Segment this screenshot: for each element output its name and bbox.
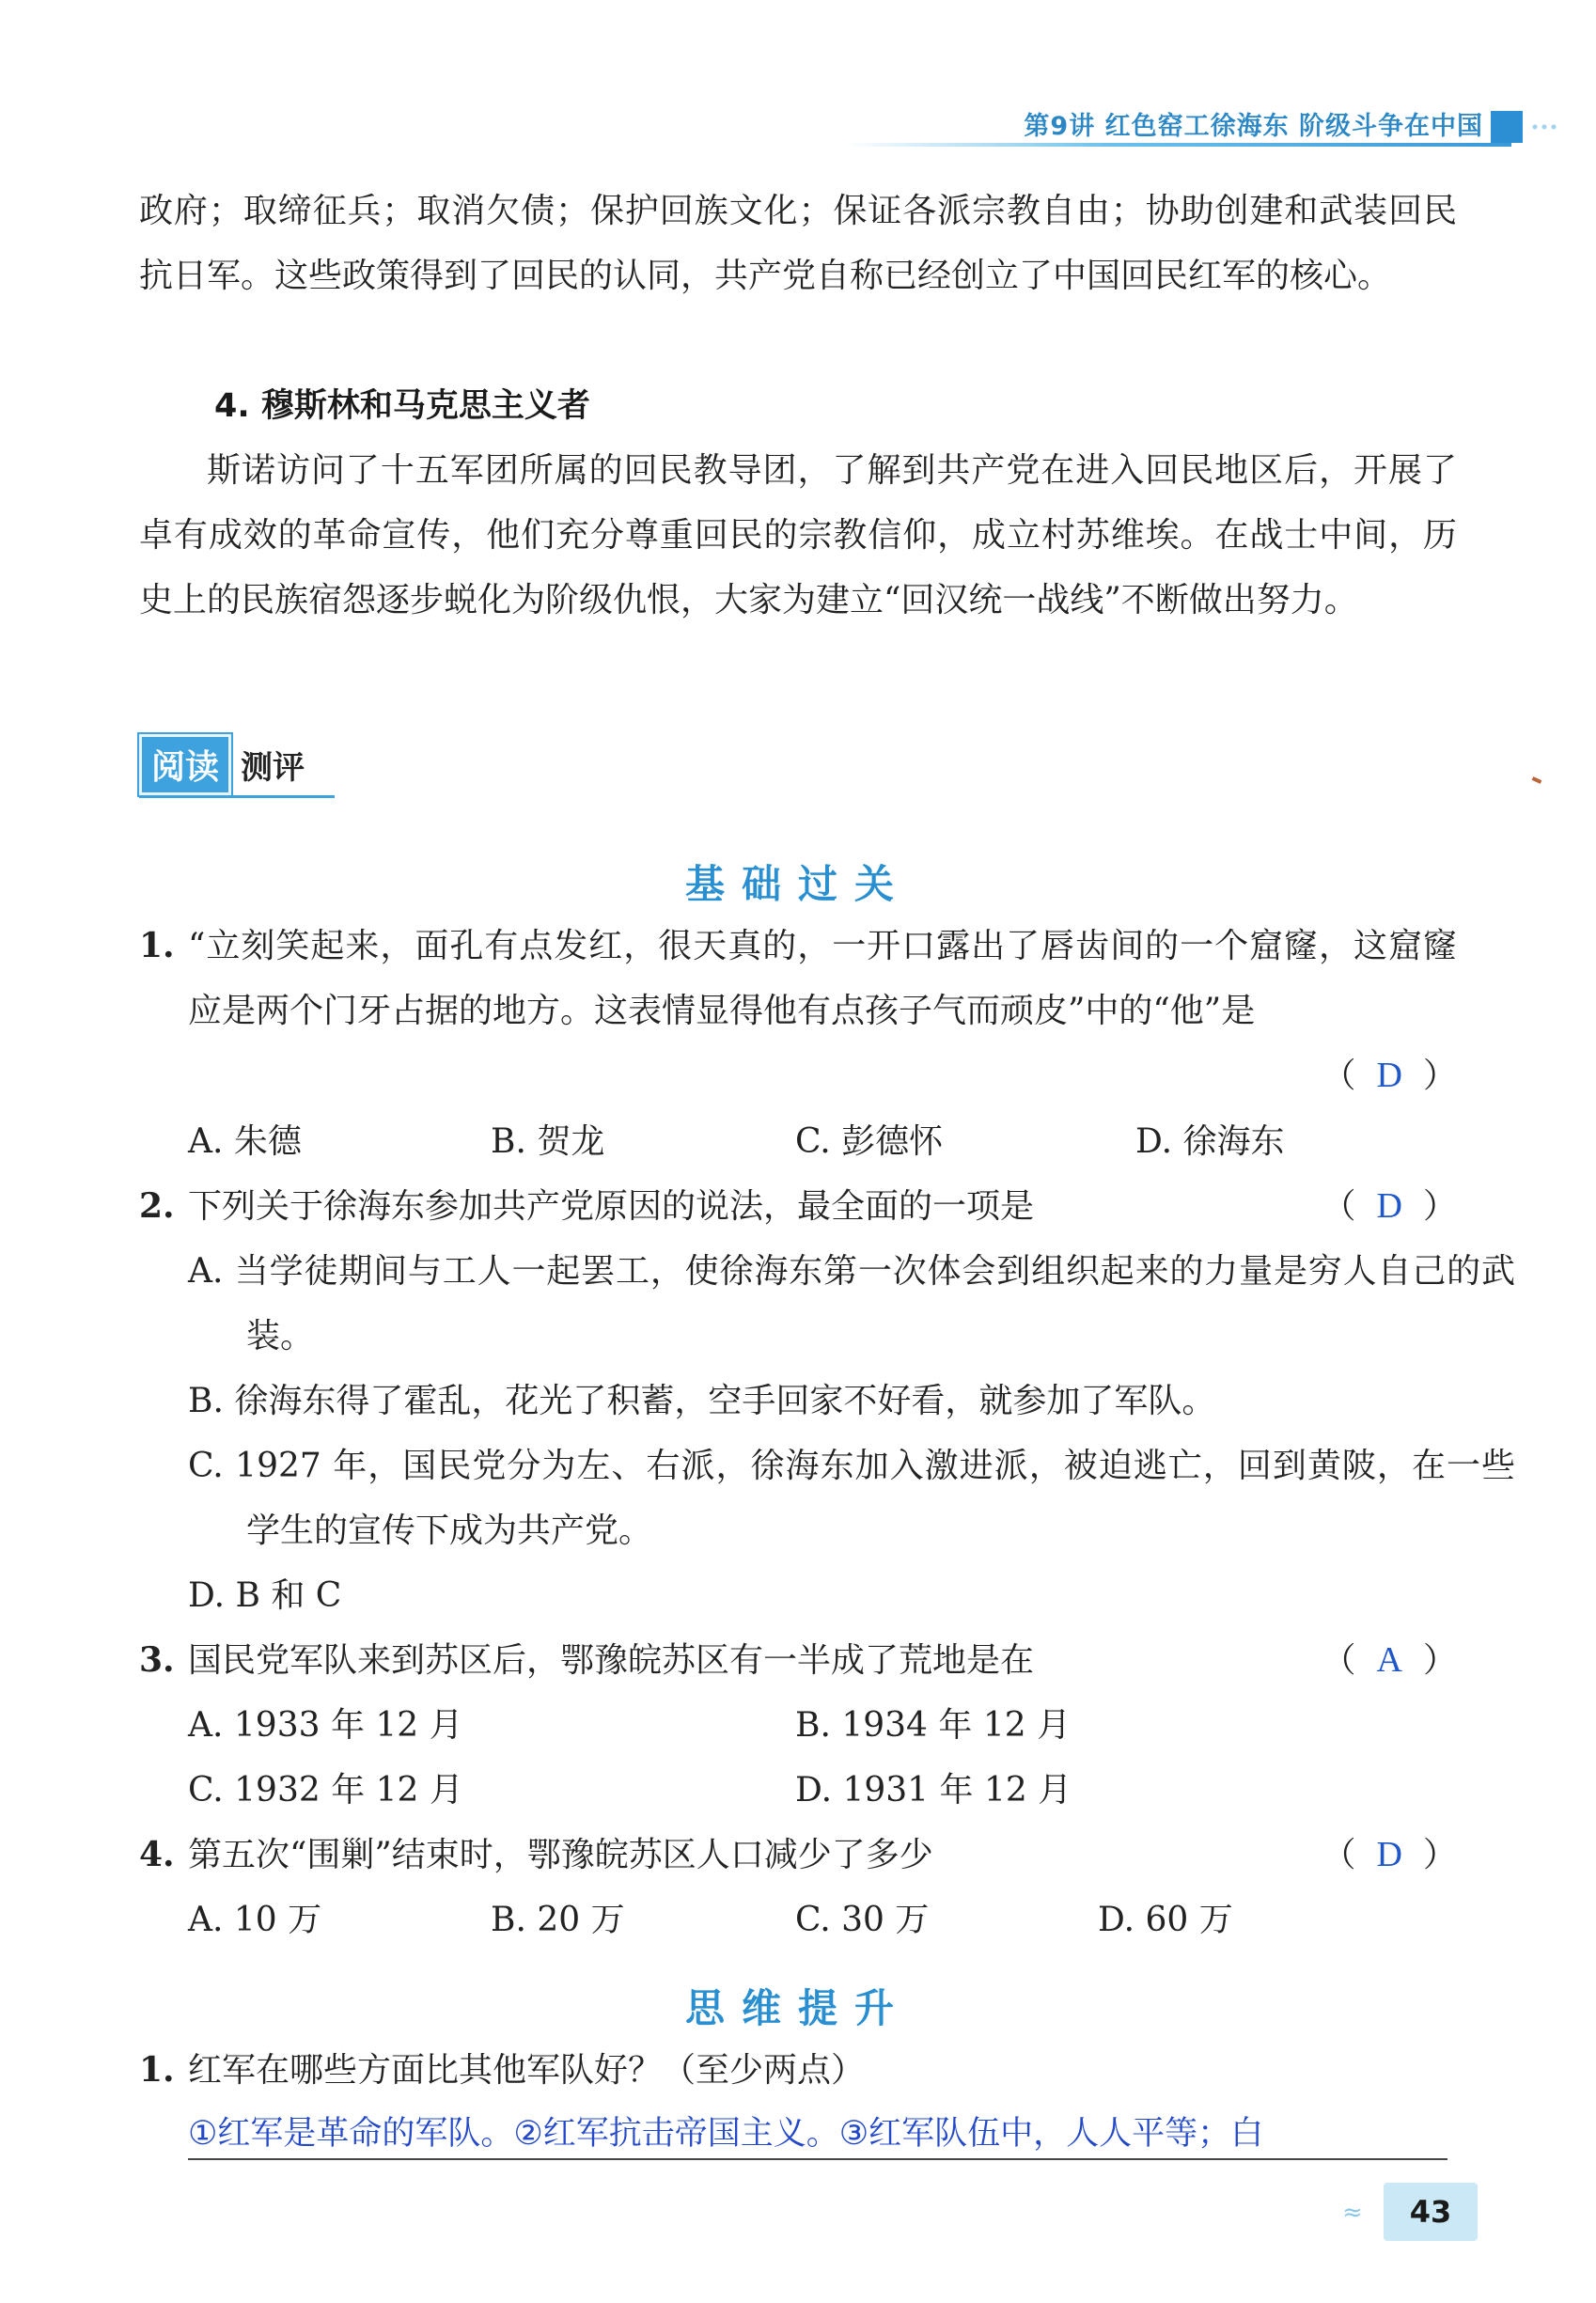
header-dots-decoration [1530,124,1558,130]
badge-tail-text: 测评 [241,748,305,787]
option-b: B. 贺龙 [491,1122,605,1161]
basic-question-3 [139,1628,1457,1694]
section4-paragraph: 斯诺访问了十五军团所属的回民教导团，了解到共产党在进入回民地区后，开展了卓有成效的革命宣传，他们充分尊重回民的宗教信仰，成立村苏维埃。在战士中间，历史上的民族宿怨逐步蜕化为阶级仇恨，大家为建立“回汉统一战线”不断做出努力。 [139,451,1457,619]
question-stem: “立刻笑起来，面孔有点发红，很天真的，一开口露出了唇齿间的一个窟窿，这窟窿应是两个门牙占据的地方。这表情显得他有点孩子气而顽皮”中的“他”是 [188,927,1457,1030]
option-d: D. 徐海东 [1135,1122,1285,1161]
basic-question-1 [139,914,1457,1111]
basic-question-2 [139,1174,1457,1240]
basic-question-4 [139,1823,1457,1888]
question-stem: 第五次“围剿”结束时，鄂豫皖苏区人口减少了多少 [188,1836,933,1874]
thinking-question-1 [139,2038,1457,2104]
stray-mark [1532,776,1542,784]
answer-paren: （ D ） [1322,1835,1457,1874]
question-stem: 国民党军队来到苏区后，鄂豫皖苏区有一半成了荒地是在 [188,1641,1035,1680]
answer-letter: D [1376,1056,1402,1095]
option-c: C. 30 万 [795,1901,930,1939]
option-d: D. 1931 年 12 月 [795,1771,1072,1810]
answer-letter: D [1376,1835,1402,1874]
question-stem: 下列关于徐海东参加共产党原因的说法，最全面的一项是 [188,1187,1035,1226]
question-number: 1. [139,2050,175,2090]
option-c-long: C. 1927 年，国民党分为左、右派，徐海东加入激进派，被迫逃亡，回到黄陂，在一些学生的宣传下成为共产党。 [188,1447,1515,1550]
question-number: 2. [139,1186,175,1226]
option-d: D. 60 万 [1098,1901,1233,1939]
thinking-section-title: 思维提升 [684,1985,911,2031]
question-number: 1. [139,926,175,965]
basic-section-title: 基础过关 [684,861,911,907]
question-stem: 红军在哪些方面比其他军队好？（至少两点） [188,2051,866,2090]
header-square-icon [1491,111,1523,143]
option-a: A. 10 万 [188,1901,322,1939]
option-b: B. 20 万 [491,1901,625,1939]
answer-paren: （ D ） [1322,1186,1457,1226]
badge-underline [139,795,335,798]
answer-letter: A [1376,1640,1402,1680]
option-b-long: B. 徐海东得了霍乱，花光了积蓄，空手回家不好看，就参加了军队。 [188,1382,1216,1420]
answer-paren: （ D ） [1322,1056,1457,1095]
badge-box-text: 阅读 [139,734,231,795]
option-a-long: A. 当学徒期间与工人一起罢工，使徐海东第一次体会到组织起来的力量是穷人自己的武装。 [188,1252,1515,1355]
option-c: C. 1932 年 12 月 [188,1771,463,1810]
option-c: C. 彭德怀 [795,1122,944,1161]
wave-icon: ≈ [1342,2199,1363,2227]
chapter-header-title: 第9讲 红色窑工徐海东 阶级斗争在中国 [1024,112,1483,141]
answer-paren: （ A ） [1322,1640,1457,1680]
header-rule [846,143,1511,147]
option-a: A. 1933 年 12 月 [188,1706,463,1745]
question-number: 3. [139,1640,175,1680]
answer-line [188,2158,1447,2160]
option-d-long: D. B 和 C [188,1576,342,1615]
continued-paragraph: 政府；取缔征兵；取消欠债；保护回族文化；保证各派宗教自由；协助创建和武装回民抗日军。这些政策得到了回民的认同，共产党自称已经创立了中国回民红军的核心。 [139,192,1457,295]
option-a: A. 朱德 [188,1122,302,1161]
question-number: 4. [139,1835,175,1874]
section4-heading: 4. 穆斯林和马克思主义者 [214,387,590,425]
page-number: 43 [1384,2183,1478,2241]
handwritten-answer: ①红军是革命的军队。②红军抗击帝国主义。③红军队伍中，人人平等；白 [188,2115,1264,2153]
reading-eval-badge [139,737,305,791]
option-b: B. 1934 年 12 月 [795,1706,1072,1745]
answer-letter: D [1376,1186,1402,1226]
